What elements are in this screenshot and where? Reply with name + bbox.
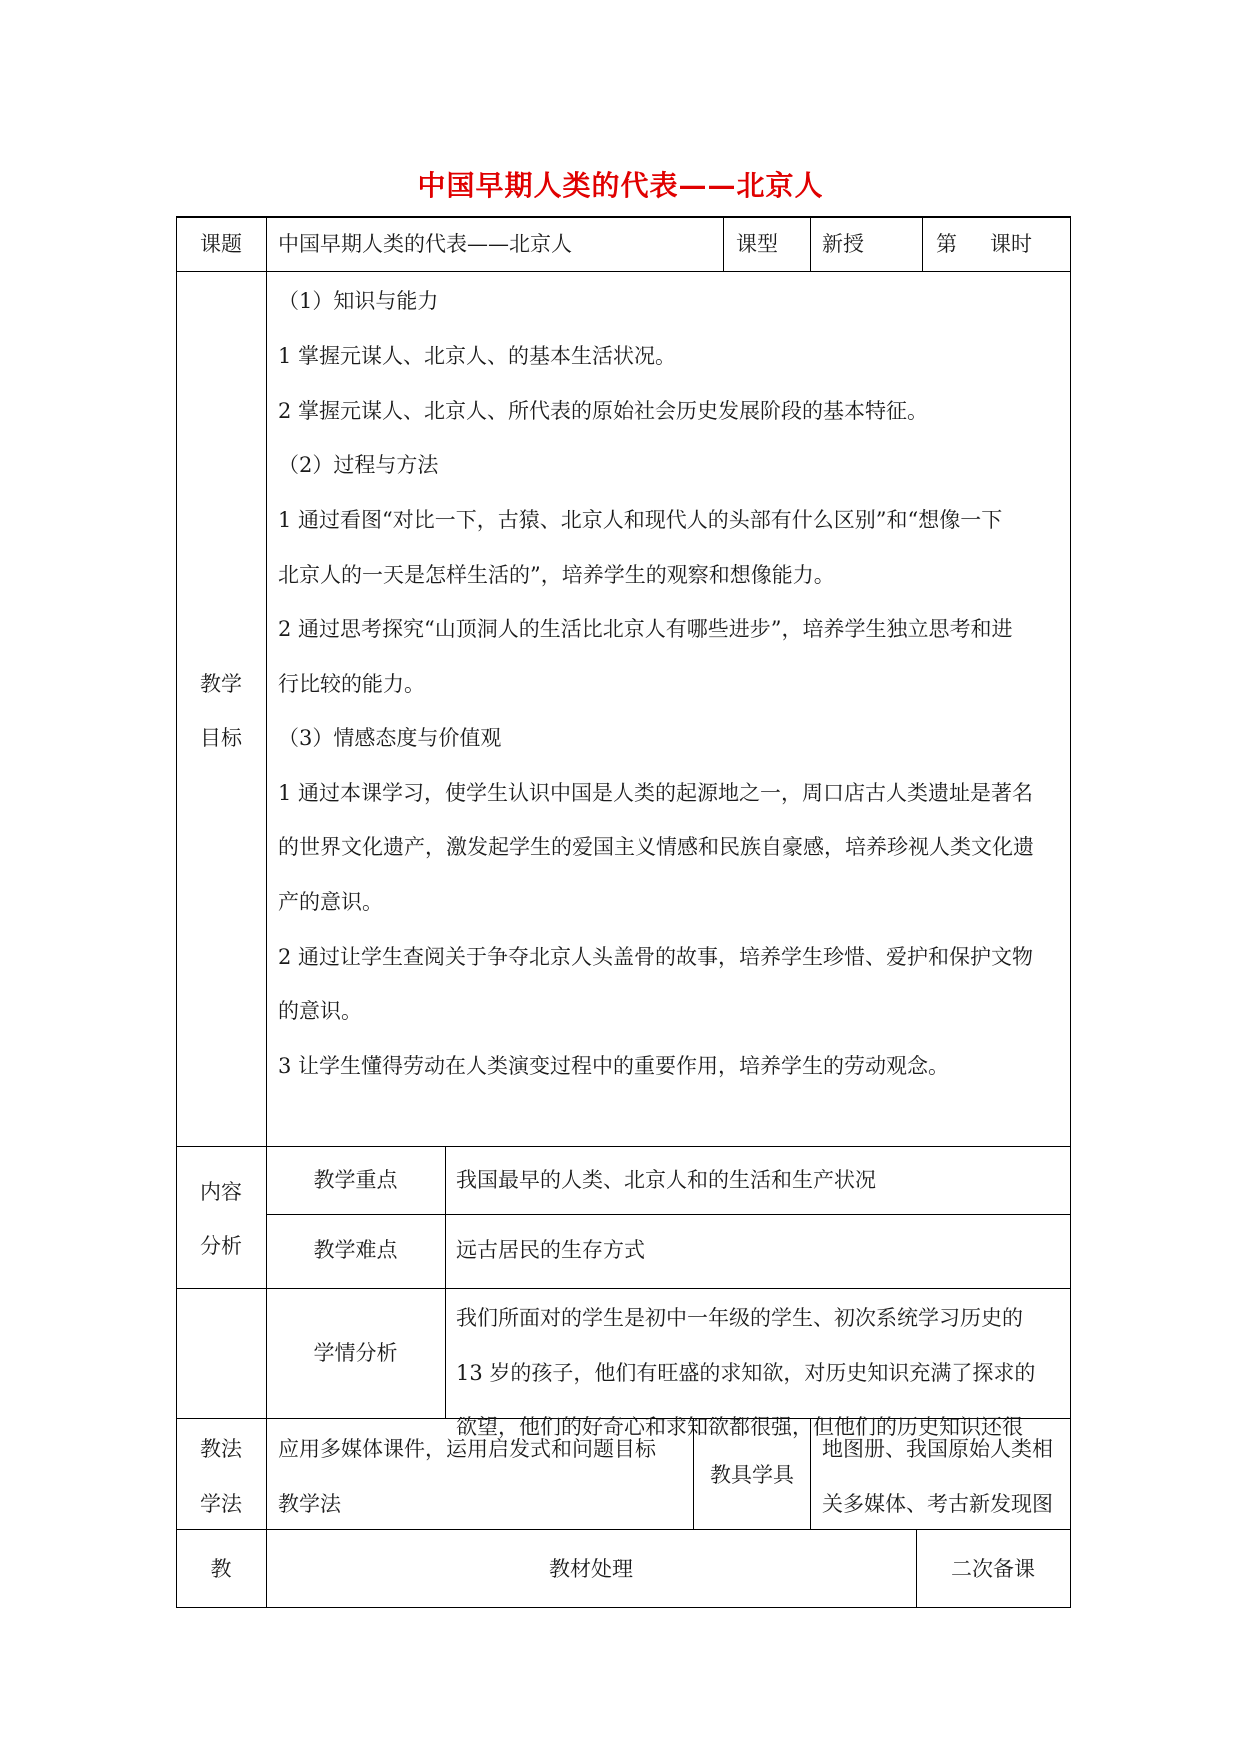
content-analysis-label-line2: 分析 [200, 1234, 242, 1258]
tools-value-line1: 地图册、我国原始人类相 [822, 1437, 1053, 1461]
process-label: 教 [210, 1557, 232, 1581]
type-label: 课型 [736, 232, 778, 256]
table-border-right [1070, 216, 1071, 1608]
methods-label-line1: 教法 [200, 1437, 242, 1461]
methods-label-line2: 学法 [200, 1492, 242, 1516]
objective-line: 2 通过让学生查阅关于争夺北京人头盖骨的故事，培养学生珍惜、爱护和保护文物 [278, 945, 1034, 969]
learner-analysis-line: 13 岁的孩子，他们有旺盛的求知欲，对历史知识充满了探求的 [456, 1361, 1036, 1385]
objectives-label-line1: 教学 [200, 672, 242, 696]
table-border-top [176, 216, 1071, 218]
objective-line: 北京人的一天是怎样生活的”，培养学生的观察和想像能力。 [278, 563, 835, 587]
objective-line: 2 掌握元谋人、北京人、所代表的原始社会历史发展阶段的基本特征。 [278, 399, 929, 423]
table-rule [176, 271, 1071, 272]
key-point-label: 教学重点 [313, 1168, 398, 1192]
tools-label: 教具学具 [710, 1463, 794, 1487]
table-rule [723, 216, 724, 272]
table-border-left [176, 216, 177, 1608]
table-rule [176, 1146, 1071, 1147]
difficulty-value: 远古居民的生存方式 [456, 1238, 645, 1262]
objective-line: 产的意识。 [278, 890, 383, 914]
objective-heading: （3）情感态度与价值观 [278, 726, 502, 750]
learner-analysis-line: 我们所面对的学生是初中一年级的学生、初次系统学习历史的 [456, 1306, 1023, 1330]
second-prep-label: 二次备课 [951, 1557, 1035, 1581]
objective-line: 1 掌握元谋人、北京人、的基本生活状况。 [278, 344, 677, 368]
objective-line: 1 通过看图“对比一下，古猿、北京人和现代人的头部有什么区别”和“想像一下 [278, 508, 1003, 532]
table-rule [176, 1529, 1071, 1530]
objective-line: 的意识。 [278, 999, 362, 1023]
period-prefix: 第 [936, 232, 957, 256]
objective-line: 2 通过思考探究“山顶洞人的生活比北京人有哪些进步”，培养学生独立思考和进 [278, 617, 1013, 641]
table-rule [810, 216, 811, 272]
methods-value-line1: 应用多媒体课件，运用启发式和问题目标 [278, 1437, 656, 1461]
methods-value-line2: 教学法 [278, 1492, 341, 1516]
learner-analysis-text [446, 1289, 1070, 1439]
objective-line: 的世界文化遗产，激发起学生的爱国主义情感和民族自豪感，培养珍视人类文化遗 [278, 835, 1034, 859]
table-border-bottom [176, 1607, 1071, 1608]
course-label: 课题 [200, 232, 242, 256]
learner-analysis-label: 学情分析 [313, 1341, 398, 1365]
objective-line: 1 通过本课学习，使学生认识中国是人类的起源地之一，周口店古人类遗址是著名 [278, 781, 1034, 805]
difficulty-label: 教学难点 [313, 1238, 398, 1262]
document-title: 中国早期人类的代表——北京人 [417, 169, 824, 202]
learner-analysis-line: 欲望，他们的好奇心和求知欲都很强，但他们的历史知识还很 [456, 1415, 1023, 1439]
objectives-label-line2: 目标 [200, 726, 242, 750]
objective-heading: （2）过程与方法 [278, 453, 439, 477]
tools-value-line2: 关多媒体、考古新发现图 [822, 1492, 1053, 1516]
material-handling-label: 教材处理 [549, 1557, 633, 1581]
type-value: 新授 [822, 232, 864, 256]
key-point-value: 我国最早的人类、北京人和的生活和生产状况 [456, 1168, 876, 1192]
objective-line: 行比较的能力。 [278, 672, 425, 696]
table-rule [266, 1214, 1071, 1215]
table-rule [266, 216, 267, 1608]
table-rule [922, 216, 923, 272]
objective-heading: （1）知识与能力 [278, 289, 439, 313]
objective-line: 3 让学生懂得劳动在人类演变过程中的重要作用，培养学生的劳动观念。 [278, 1054, 950, 1078]
period-suffix: 课时 [990, 232, 1032, 256]
course-value: 中国早期人类的代表——北京人 [278, 232, 572, 256]
content-analysis-label-line1: 内容 [200, 1180, 242, 1204]
